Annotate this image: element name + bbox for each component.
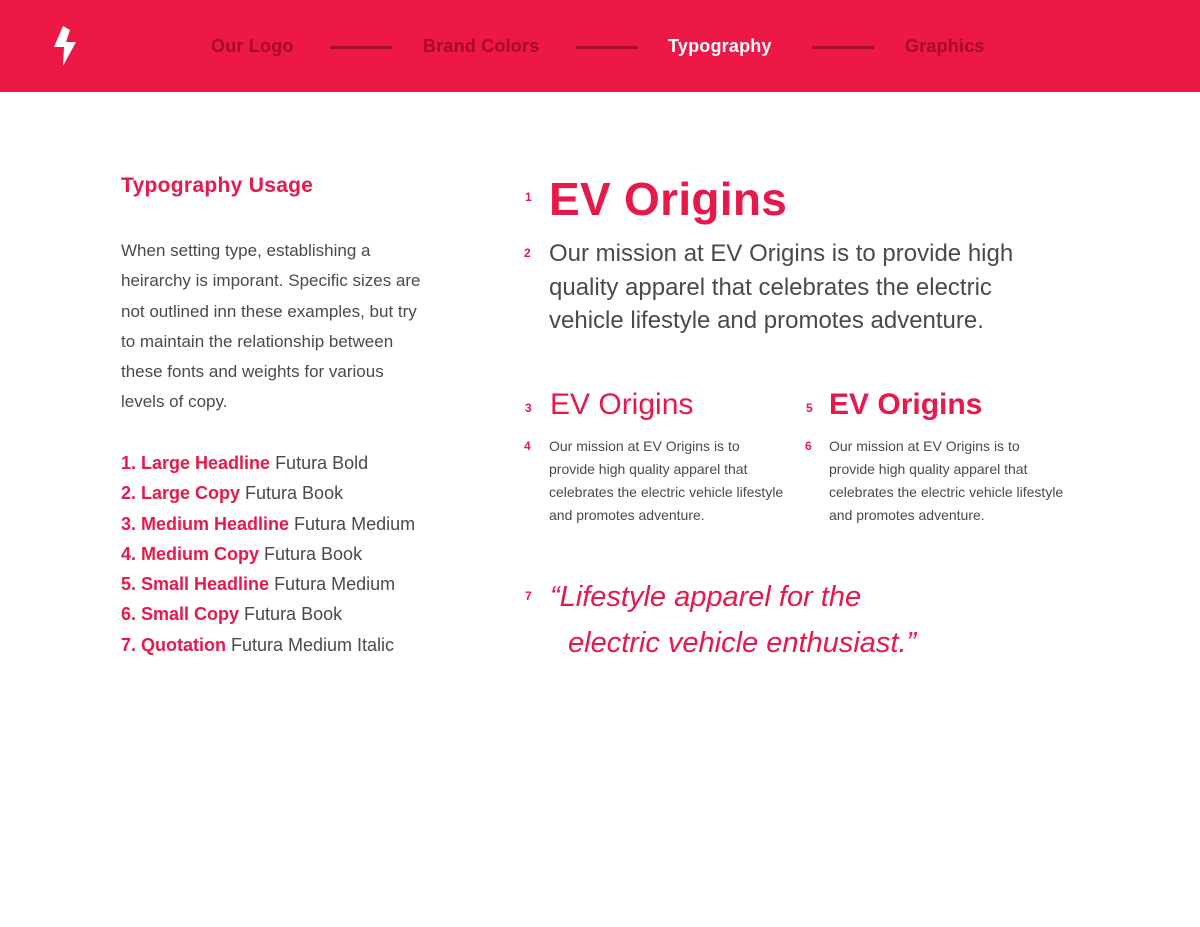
list-item-font: Futura Medium	[269, 574, 396, 595]
small-headline-sample: EV Origins	[829, 388, 983, 421]
list-item	[121, 539, 415, 569]
medium-copy-sample: Our mission at EV Origins is to provide high quality apparel that celebrates the electric vehicle lifestyle and promotes adventure.	[549, 438, 784, 523]
nav-item-graphics[interactable]: Graphics	[905, 36, 985, 56]
quote-line-2: electric vehicle enthusiast.”	[568, 627, 917, 659]
sample-number-4: 4	[524, 439, 531, 453]
list-item-font: Futura Book	[259, 543, 363, 564]
list-item	[121, 599, 415, 629]
list-item-label: 5. Small Headline	[121, 574, 270, 595]
nav-item-typography[interactable]: Typography	[668, 36, 772, 56]
quote-line-1: “Lifestyle apparel for the	[550, 581, 862, 613]
sample-number-1: 1	[525, 190, 532, 204]
usage-description: When setting type, establishing a heirarchy is imporant. Specific sizes are not outlined inn these examples, but try to maintain the relationship between these fonts and weights for various levels of copy.	[121, 241, 421, 412]
list-item-font: Futura Book	[240, 483, 344, 504]
list-item-font: Futura Medium Italic	[226, 634, 395, 655]
list-item-label: 6. Small Copy	[121, 604, 240, 625]
large-copy-sample: Our mission at EV Origins is to provide high quality apparel that celebrates the electric vehicle lifestyle and promotes adventure.	[549, 240, 1014, 334]
sample-number-6: 6	[805, 439, 812, 453]
usage-title: Typography Usage	[121, 174, 314, 197]
sample-number-3: 3	[525, 401, 532, 415]
sample-number-2: 2	[524, 246, 531, 260]
sample-number-5: 5	[806, 401, 813, 415]
large-headline-sample: EV Origins	[549, 173, 788, 225]
top-navigation-bar	[0, 0, 1200, 92]
list-item	[121, 569, 415, 599]
nav-item-our-logo[interactable]: Our Logo	[211, 36, 294, 56]
nav-item-brand-colors[interactable]: Brand Colors	[423, 36, 540, 56]
nav-divider	[812, 46, 874, 49]
list-item	[121, 630, 415, 660]
usage-list	[121, 448, 415, 660]
list-item	[121, 448, 415, 478]
list-item-label: 7. Quotation	[121, 634, 226, 655]
list-item-label: 2. Large Copy	[121, 483, 241, 504]
list-item-label: 4. Medium Copy	[121, 543, 260, 564]
list-item-font: Futura Book	[239, 604, 343, 625]
list-item-label: 3. Medium Headline	[121, 513, 290, 534]
list-item-font: Futura Bold	[270, 453, 369, 473]
list-item-label: 1. Large Headline	[121, 453, 271, 473]
medium-headline-sample: EV Origins	[550, 388, 694, 421]
nav-divider	[330, 46, 392, 49]
quotation-sample	[550, 574, 916, 666]
list-item-font: Futura Medium	[289, 513, 416, 534]
section-nav	[0, 0, 1200, 92]
list-item	[121, 478, 415, 508]
list-item	[121, 509, 415, 539]
sample-number-7: 7	[525, 589, 532, 603]
small-copy-sample: Our mission at EV Origins is to provide high quality apparel that celebrates the electric vehicle lifestyle and promotes adventure.	[829, 438, 1064, 523]
nav-divider	[576, 46, 638, 49]
